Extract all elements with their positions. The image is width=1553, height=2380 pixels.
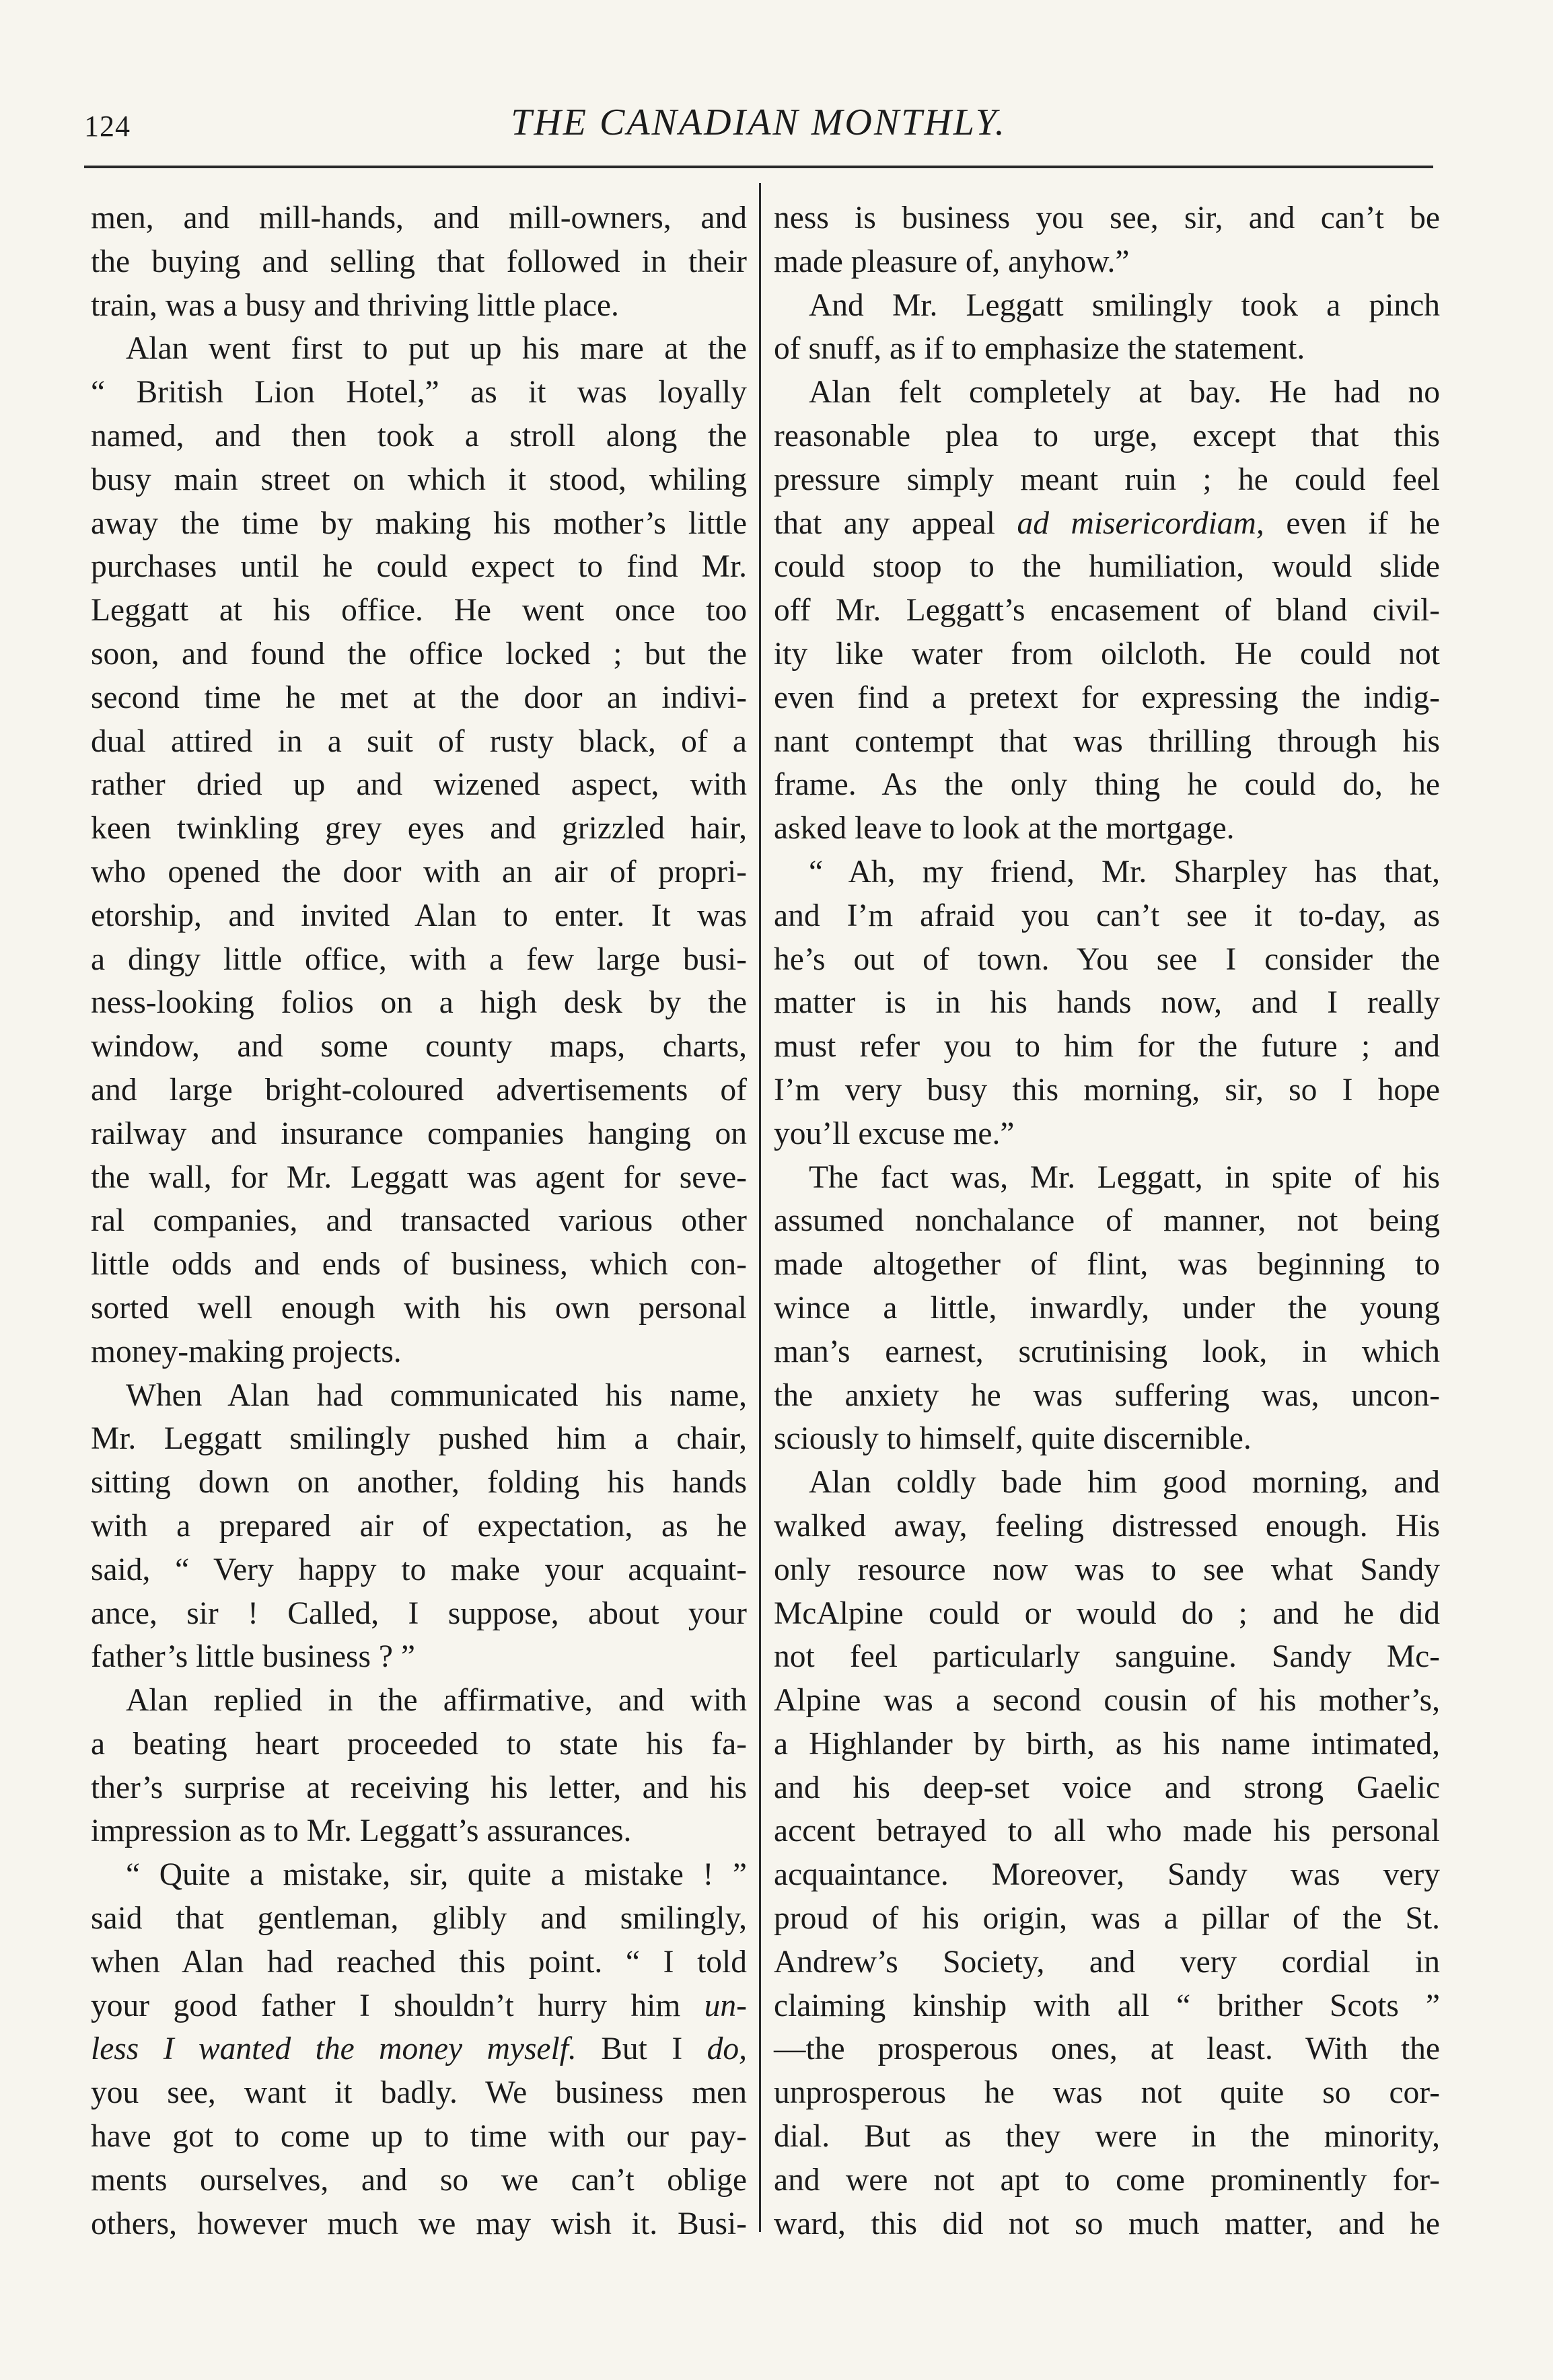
line-text: window, and some county maps, charts, (91, 1029, 747, 1065)
text-line (774, 1723, 1440, 1766)
text-line (774, 1417, 1440, 1461)
line-text: that any appeal (774, 505, 1017, 541)
line-text: accent betrayed to all who made his personal (774, 1813, 1440, 1849)
line-text: ral companies, and transacted various other (91, 1203, 747, 1239)
text-line (91, 327, 747, 371)
line-text: named, and then took a stroll along the (91, 418, 747, 454)
line-text: “ Ah, my friend, Mr. Sharpley has that, (809, 854, 1440, 890)
line-text: a Highlander by birth, as his name intimated, (774, 1726, 1440, 1762)
text-line (91, 1330, 747, 1374)
line-text: and large bright-coloured advertisements of (91, 1072, 747, 1108)
text-line (774, 1548, 1440, 1592)
text-line (91, 720, 747, 764)
text-line (774, 1984, 1440, 2028)
line-text: dual attired in a suit of rusty black, of a (91, 723, 747, 759)
line-text: ward, this did not so much matter, and he (774, 2206, 1440, 2241)
text-line (91, 1287, 747, 1330)
header-rule (84, 166, 1433, 168)
text-line (91, 1941, 747, 1984)
line-text: others, however much we may wish it. Busi- (91, 2206, 747, 2241)
italic-text: do, (707, 2031, 747, 2067)
line-text: busy main street on which it stood, whiling (91, 462, 747, 497)
text-line (774, 1069, 1440, 1112)
line-text: claiming kinship with all “ brither Scots ” (774, 1988, 1440, 2023)
line-text: said that gentleman, glibly and smilingly, (91, 1901, 747, 1937)
text-line (774, 545, 1440, 589)
text-line (91, 1069, 747, 1112)
line-text: the anxiety he was suffering was, uncon- (774, 1377, 1440, 1413)
text-line (91, 1505, 747, 1548)
line-text: asked leave to look at the mortgage. (774, 811, 1235, 846)
text-line (91, 938, 747, 982)
text-line (774, 981, 1440, 1025)
line-text: and were not apt to come prominently for- (774, 2162, 1440, 2198)
text-line (91, 894, 747, 938)
line-text: Alan replied in the affirmative, and with (126, 1683, 747, 1719)
text-line (91, 1679, 747, 1723)
text-line (91, 2027, 747, 2071)
line-text: Leggatt at his office. He went once too (91, 593, 747, 628)
right-column (774, 196, 1440, 2269)
text-line (774, 1635, 1440, 1679)
line-text: nant contempt that was thrilling through his (774, 723, 1440, 759)
line-text: off Mr. Leggatt’s encasement of bland civil- (774, 593, 1440, 628)
line-text: soon, and found the office locked ; but the (91, 636, 747, 672)
running-title: THE CANADIAN MONTHLY. (511, 102, 1007, 143)
text-line (91, 589, 747, 633)
text-line (774, 589, 1440, 633)
text-line (91, 676, 747, 720)
line-text: said, “ Very happy to make your acquaint- (91, 1552, 747, 1587)
text-line (774, 1592, 1440, 1636)
text-line (91, 1897, 747, 1941)
line-text: dial. But as they were in the minority, (774, 2119, 1440, 2155)
line-text: etorship, and invited Alan to enter. It was (91, 898, 747, 933)
line-text: Alan went first to put up his mare at the (126, 331, 747, 367)
text-line (774, 2202, 1440, 2246)
line-text: Alan coldly bade him good morning, and (809, 1465, 1440, 1501)
line-text: pressure simply meant ruin ; he could feel (774, 462, 1440, 497)
text-line (774, 1941, 1440, 1984)
text-line (774, 1156, 1440, 1200)
line-text: made pleasure of, anyhow.” (774, 244, 1130, 279)
line-text: When Alan had communicated his name, (126, 1377, 747, 1413)
text-line (774, 502, 1440, 546)
text-line (91, 1548, 747, 1592)
line-text: sitting down on another, folding his hands (91, 1465, 747, 1501)
line-text: your good father I shouldn’t hurry him (91, 1988, 705, 2023)
text-line (91, 1025, 747, 1069)
line-text: you see, want it badly. We business men (91, 2075, 747, 2111)
line-text: men, and mill-hands, and mill-owners, and (91, 201, 747, 236)
line-text: Alpine was a second cousin of his mother’s, (774, 1683, 1440, 1719)
line-text: impression as to Mr. Leggatt’s assurances. (91, 1813, 632, 1849)
text-line (774, 720, 1440, 764)
text-line (774, 1461, 1440, 1505)
line-text: second time he met at the door an indivi- (91, 680, 747, 715)
text-line (774, 1505, 1440, 1548)
text-line (91, 2071, 747, 2115)
text-line (774, 196, 1440, 240)
text-line (91, 1112, 747, 1156)
text-line (91, 1984, 747, 2028)
line-text: only resource now was to see what Sandy (774, 1552, 1440, 1587)
text-line (91, 1199, 747, 1243)
text-line (91, 981, 747, 1025)
line-text: train, was a busy and thriving little place. (91, 287, 619, 323)
line-text: not feel particularly sanguine. Sandy Mc- (774, 1639, 1440, 1675)
line-text: the wall, for Mr. Leggatt was agent for seve- (91, 1159, 747, 1195)
text-line (774, 240, 1440, 284)
text-line (91, 633, 747, 676)
line-text: wince a little, inwardly, under the young (774, 1290, 1440, 1326)
italic-text: less I wanted the money myself. (91, 2031, 577, 2067)
text-line (774, 327, 1440, 371)
text-line (774, 1897, 1440, 1941)
text-line (774, 1809, 1440, 1853)
text-line (774, 414, 1440, 458)
text-line (774, 1287, 1440, 1330)
line-text: walked away, feeling distressed enough. His (774, 1508, 1440, 1544)
text-line (774, 1374, 1440, 1418)
line-text: and I’m afraid you can’t see it to-day, as (774, 898, 1440, 933)
text-line (774, 2115, 1440, 2159)
line-text: “ Quite a mistake, sir, quite a mistake ! ” (126, 1857, 747, 1893)
text-line (774, 371, 1440, 414)
line-text: —the prosperous ones, at least. With the (774, 2031, 1440, 2067)
line-text: Alan felt completely at bay. He had no (809, 375, 1440, 410)
text-line (774, 1330, 1440, 1374)
line-text: made altogether of flint, was beginning to (774, 1247, 1440, 1283)
line-text: father’s little business ? ” (91, 1639, 415, 1675)
page-number: 124 (84, 110, 131, 143)
text-line (91, 284, 747, 328)
text-line (91, 240, 747, 284)
line-text: keen twinkling grey eyes and grizzled hair, (91, 811, 747, 846)
text-line (91, 1374, 747, 1418)
line-text: and his deep-set voice and strong Gaelic (774, 1770, 1440, 1805)
line-text: he’s out of town. You see I consider the (774, 941, 1440, 977)
text-line (91, 1766, 747, 1810)
line-text: a beating heart proceeded to state his fa- (91, 1726, 747, 1762)
line-text: even if he (1264, 505, 1440, 541)
line-text: money-making projects. (91, 1334, 402, 1369)
italic-text: ad misericordiam, (1017, 505, 1264, 541)
line-text: sorted well enough with his own personal (91, 1290, 747, 1326)
line-text: ments ourselves, and so we can’t oblige (91, 2162, 747, 2198)
text-line (91, 763, 747, 807)
text-line (774, 1112, 1440, 1156)
line-text: even find a pretext for expressing the indig- (774, 680, 1440, 715)
text-line (91, 1243, 747, 1287)
text-line (91, 851, 747, 894)
line-text: Mr. Leggatt smilingly pushed him a chair, (91, 1421, 747, 1457)
text-line (91, 1809, 747, 1853)
line-text: a dingy little office, with a few large busi- (91, 941, 747, 977)
text-line (91, 1853, 747, 1897)
line-text: ance, sir ! Called, I suppose, about your (91, 1595, 747, 1631)
line-text: purchases until he could expect to find Mr. (91, 549, 747, 585)
text-line (774, 676, 1440, 720)
line-text: who opened the door with an air of propri- (91, 854, 747, 890)
line-text: sciously to himself, quite discernible. (774, 1421, 1252, 1457)
text-line (91, 371, 747, 414)
text-line (91, 1156, 747, 1200)
line-text: ther’s surprise at receiving his letter, and his (91, 1770, 747, 1805)
text-line (91, 414, 747, 458)
text-line (774, 763, 1440, 807)
text-line (774, 1853, 1440, 1897)
text-line (774, 1766, 1440, 1810)
line-text: acquaintance. Moreover, Sandy was very (774, 1857, 1440, 1893)
page-header (84, 101, 1433, 161)
line-text: the buying and selling that followed in their (91, 244, 747, 279)
line-text: you’ll excuse me.” (774, 1116, 1015, 1151)
text-line (91, 1723, 747, 1766)
text-line (774, 1679, 1440, 1723)
line-text: rather dried up and wizened aspect, with (91, 767, 747, 803)
text-line (774, 2071, 1440, 2115)
text-line (774, 807, 1440, 851)
text-line (91, 2115, 747, 2159)
text-line (91, 807, 747, 851)
text-line (774, 938, 1440, 982)
line-text: must refer you to him for the future ; and (774, 1029, 1440, 1065)
line-text: I’m very busy this morning, sir, so I hope (774, 1072, 1440, 1108)
line-text: ness-looking folios on a high desk by the (91, 985, 747, 1021)
line-text: “ British Lion Hotel,” as it was loyally (91, 375, 747, 410)
line-text: And Mr. Leggatt smilingly took a pinch (809, 287, 1440, 323)
line-text: reasonable plea to urge, except that this (774, 418, 1440, 454)
text-line (91, 1635, 747, 1679)
line-text: But I (576, 2031, 707, 2067)
line-text: when Alan had reached this point. “ I told (91, 1944, 747, 1980)
line-text: little odds and ends of business, which con- (91, 1247, 747, 1283)
text-line (774, 851, 1440, 894)
line-text: ness is business you see, sir, and can’t be (774, 201, 1440, 236)
text-line (774, 1199, 1440, 1243)
text-line (774, 2159, 1440, 2202)
text-line (774, 284, 1440, 328)
line-text: Andrew’s Society, and very cordial in (774, 1944, 1440, 1980)
text-line (91, 1461, 747, 1505)
line-text: unprosperous he was not quite so cor- (774, 2075, 1440, 2111)
text-line (91, 196, 747, 240)
text-line (774, 894, 1440, 938)
column-divider (759, 183, 761, 2232)
line-text: matter is in his hands now, and I really (774, 985, 1440, 1021)
text-line (91, 2159, 747, 2202)
line-text: assumed nonchalance of manner, not being (774, 1203, 1440, 1239)
line-text: proud of his origin, was a pillar of the St. (774, 1901, 1440, 1937)
left-column (91, 196, 747, 2269)
text-line (774, 458, 1440, 502)
text-line (91, 458, 747, 502)
text-line (774, 2027, 1440, 2071)
text-line (91, 1417, 747, 1461)
text-line (91, 1592, 747, 1636)
line-text: have got to come up to time with our pay- (91, 2119, 747, 2155)
text-line (774, 633, 1440, 676)
line-text: away the time by making his mother’s little (91, 505, 747, 541)
text-line (774, 1025, 1440, 1069)
line-text: ity like water from oilcloth. He could not (774, 636, 1440, 672)
line-text: with a prepared air of expectation, as he (91, 1508, 747, 1544)
line-text: railway and insurance companies hanging on (91, 1116, 747, 1151)
text-line (91, 545, 747, 589)
italic-text: un- (704, 1988, 747, 2023)
text-line (91, 2202, 747, 2246)
text-line (774, 1243, 1440, 1287)
line-text: could stoop to the humiliation, would slide (774, 549, 1440, 585)
line-text: McAlpine could or would do ; and he did (774, 1595, 1440, 1631)
line-text: man’s earnest, scrutinising look, in which (774, 1334, 1440, 1369)
line-text: frame. As the only thing he could do, he (774, 767, 1440, 803)
line-text: The fact was, Mr. Leggatt, in spite of his (809, 1159, 1440, 1195)
text-line (91, 502, 747, 546)
line-text: of snuff, as if to emphasize the statement. (774, 331, 1305, 367)
